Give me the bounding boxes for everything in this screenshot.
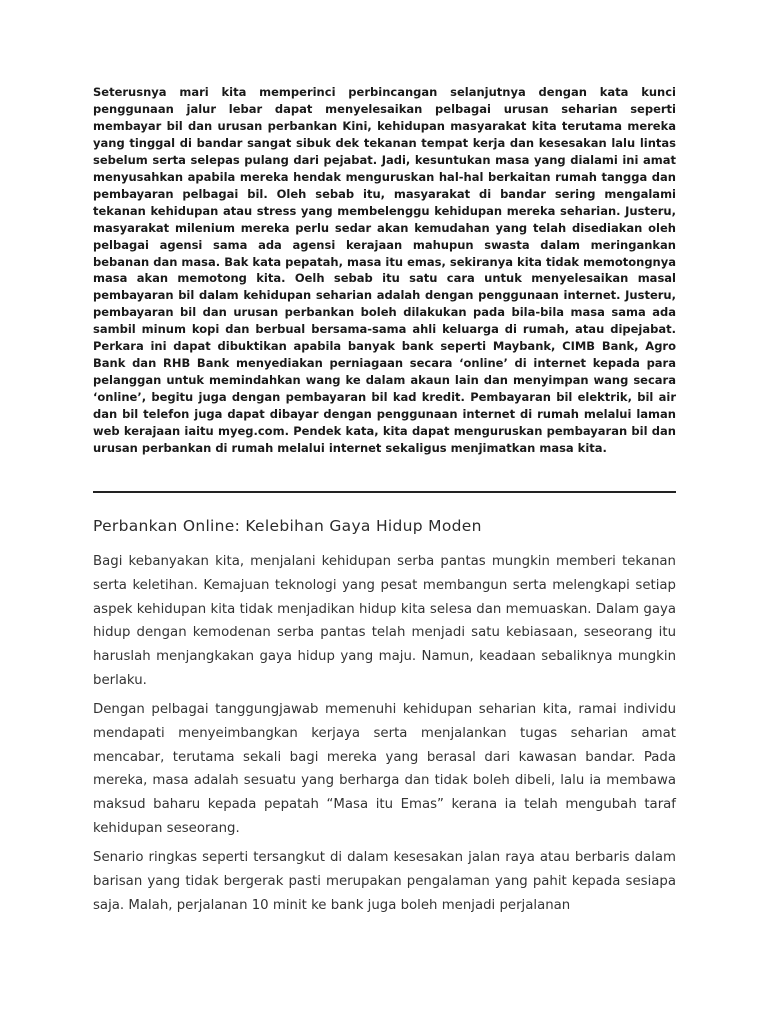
body-paragraph-3: Senario ringkas seperti tersangkut di dalam kesesakan jalan raya atau berbaris dalam barisan yang tidak bergerak pasti merupakan pengalaman yang pahit kepada sesiapa saja. Malah, perjalanan 10 minit ke bank juga boleh menjadi perjalanan: [93, 850, 676, 913]
section-divider: [93, 491, 676, 493]
section-heading: Perbankan Online: Kelebihan Gaya Hidup Moden: [93, 517, 482, 535]
body-paragraph-2: Dengan pelbagai tanggungjawab memenuhi kehidupan seharian kita, ramai individu mendapati menyeimbangkan kerjaya serta menjalankan tugas seharian amat mencabar, terutama sekali bagi mereka yang berasal dari kawasan bandar. Pada mereka, masa adalah sesuatu yang berharga dan tidak boleh dibeli, lalu ia membawa maksud baharu kepada pepatah “Masa itu Emas” kerana ia telah mengubah taraf kehidupan seseorang.: [93, 702, 676, 836]
intro-paragraph: Seterusnya mari kita memperinci perbincangan selanjutnya dengan kata kunci penggunaan jalur lebar dapat menyelesaikan pelbagai urusan seharian seperti membayar bil dan urusan perbankan Kini, kehidupan masyarakat kita terutama mereka yang tinggal di bandar sangat sibuk dek tekanan tempat kerja dan kesesakan lalu lintas sebelum serta selepas pulang dari pejabat. Jadi, kesuntukan masa yang dialami ini amat menyusahkan apabila mereka hendak menguruskan hal-hal berkaitan rumah tangga dan pembayaran pelbagai bil. Oleh sebab itu, masyarakat di bandar sering mengalami tekanan kehidupan atau stress yang membelenggu kehidupan mereka seharian. Justeru, masyarakat milenium mereka perlu sedar akan kemudahan yang telah disediakan oleh pelbagai agensi sama ada agensi kerajaan mahupun swasta dalam meringankan bebanan dan masa. Bak kata pepatah, masa itu emas, sekiranya kita tidak memotongnya masa akan memotong kita. Oelh sebab itu satu cara untuk menyelesaikan masal pembayaran bil dalam kehidupan seharian adalah dengan penggunaan internet. Justeru, pembayaran bil dan urusan perbankan boleh dilakukan pada bila-bila masa sama ada sambil minum kopi dan berbual bersama-sama ahli keluarga di rumah, atau dipejabat. Perkara ini dapat dibuktikan apabila banyak bank seperti Maybank, CIMB Bank, Agro Bank dan RHB Bank menyediakan perniagaan secara ‘online’ di internet kepada para pelanggan untuk memindahkan wang ke dalam akaun lain dan menyimpan wang secara ‘online’, begitu juga dengan pembayaran bil kad kredit. Pembayaran bil elektrik, bil air dan bil telefon juga dapat dibayar dengan penggunaan internet di rumah melalui laman web kerajaan iaitu myeg.com. Pendek kata, kita dapat menguruskan pembayaran bil dan urusan perbankan di rumah melalui internet sekaligus menjimatkan masa kita.: [93, 85, 676, 456]
body-paragraph-1: Bagi kebanyakan kita, menjalani kehidupan serba pantas mungkin memberi tekanan serta keletihan. Kemajuan teknologi yang pesat membangun serta melengkapi setiap aspek kehidupan kita tidak menjadikan hidup kita selesa dan memuaskan. Dalam gaya hidup dengan kemodenan serba pantas telah menjadi satu kebiasaan, seseorang itu haruslah menjangkakan gaya hidup yang maju. Namun, keadaan sebaliknya mungkin berlaku.: [93, 554, 676, 688]
